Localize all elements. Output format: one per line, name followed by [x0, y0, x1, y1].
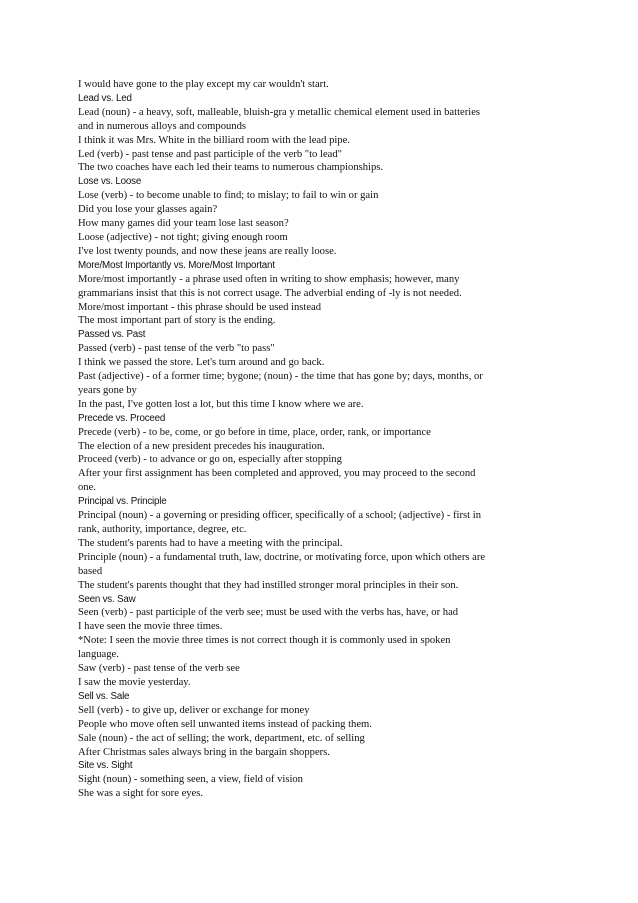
text-line: *Note: I seen the movie three times is not correct though it is commonly used in spoken [78, 635, 451, 647]
text-line: Lose (verb) - to become unable to find; to mislay; to fail to win or gain [78, 190, 379, 202]
section-heading: Passed vs. Past [78, 329, 146, 341]
text-line: I think we passed the store. Let's turn around and go back. [78, 357, 325, 369]
text-line: In the past, I've gotten lost a lot, but this time I know where we are. [78, 398, 364, 410]
document-page [78, 78, 558, 801]
section-heading: Sell vs. Sale [78, 690, 130, 702]
text-line: and in numerous alloys and compounds [78, 120, 247, 132]
text-line: Principal (noun) - a governing or presiding officer, specifically of a school; (adjective) - first in [78, 510, 481, 522]
section-heading: Lose vs. Loose [78, 176, 142, 188]
text-line: I have seen the movie three times. [78, 621, 223, 633]
text-line: Past (adjective) - of a former time; bygone; (noun) - the time that has gone by; days, months, or [78, 371, 483, 383]
text-line: The election of a new president precedes his inauguration. [78, 440, 325, 452]
text-line: The student's parents thought that they had instilled stronger moral principles in their son. [78, 579, 459, 591]
text-line: I would have gone to the play except my car wouldn't start. [78, 79, 329, 90]
text-line: She was a sight for sore eyes. [78, 788, 204, 800]
text-line: Seen (verb) - past participle of the verb see; must be used with the verbs has, have, or had [78, 607, 459, 619]
section-heading: Lead vs. Led [78, 92, 132, 104]
text-line: Proceed (verb) - to advance or go on, especially after stopping [78, 454, 342, 466]
text-line: How many games did your team lose last season? [78, 218, 289, 230]
text-line: based [78, 565, 103, 577]
text-line: After your first assignment has been completed and approved, you may proceed to the second [78, 468, 476, 480]
text-line: Precede (verb) - to be, come, or go before in time, place, order, rank, or importance [78, 426, 431, 438]
text-line: years gone by [78, 384, 137, 396]
text-line: After Christmas sales always bring in the bargain shoppers. [78, 746, 330, 758]
section-heading: Site vs. Sight [78, 760, 133, 772]
text-line: The student's parents had to have a meeting with the principal. [78, 537, 343, 549]
text-line: one. [78, 482, 96, 494]
text-line: Sale (noun) - the act of selling; the work, department, etc. of selling [78, 732, 365, 744]
text-line: More/most important - this phrase should be used instead [78, 301, 322, 313]
text-line: Loose (adjective) - not tight; giving enough room [78, 231, 288, 243]
section-heading: Principal vs. Principle [78, 496, 167, 508]
text-line: Passed (verb) - past tense of the verb "to pass" [78, 343, 275, 355]
text-line: Principle (noun) - a fundamental truth, law, doctrine, or motivating force, upon which others are [78, 551, 486, 563]
text-line: Saw (verb) - past tense of the verb see [78, 663, 240, 675]
text-line: I think it was Mrs. White in the billiard room with the lead pipe. [78, 134, 350, 146]
text-line: rank, authority, importance, degree, etc. [78, 524, 247, 535]
text-line: I've lost twenty pounds, and now these jeans are really loose. [78, 245, 337, 257]
text-line: I saw the movie yesterday. [78, 676, 191, 688]
text-line: Sight (noun) - something seen, a view, field of vision [78, 774, 303, 786]
text-line: The two coaches have each led their teams to numerous championships. [78, 162, 384, 174]
text-line: Did you lose your glasses again? [78, 204, 218, 216]
text-line: Lead (noun) - a heavy, soft, malleable, bluish-gra y metallic chemical element used in batteries [78, 106, 481, 118]
text-line: Led (verb) - past tense and past participle of the verb "to lead" [78, 148, 342, 160]
section-heading: Seen vs. Saw [78, 593, 136, 605]
text-line: grammarians insist that this is not correct usage. The adverbial ending of -ly is not needed. [78, 287, 462, 299]
section-heading: Precede vs. Proceed [78, 412, 166, 424]
text-line: Sell (verb) - to give up, deliver or exchange for money [78, 704, 310, 716]
text-line: The most important part of story is the ending. [78, 315, 276, 327]
text-line: People who move often sell unwanted items instead of packing them. [78, 718, 372, 730]
text-line: More/most importantly - a phrase used often in writing to show emphasis; however, many [78, 273, 460, 285]
section-heading: More/Most Importantly vs. More/Most Important [78, 259, 275, 271]
text-line: language. [78, 649, 119, 661]
